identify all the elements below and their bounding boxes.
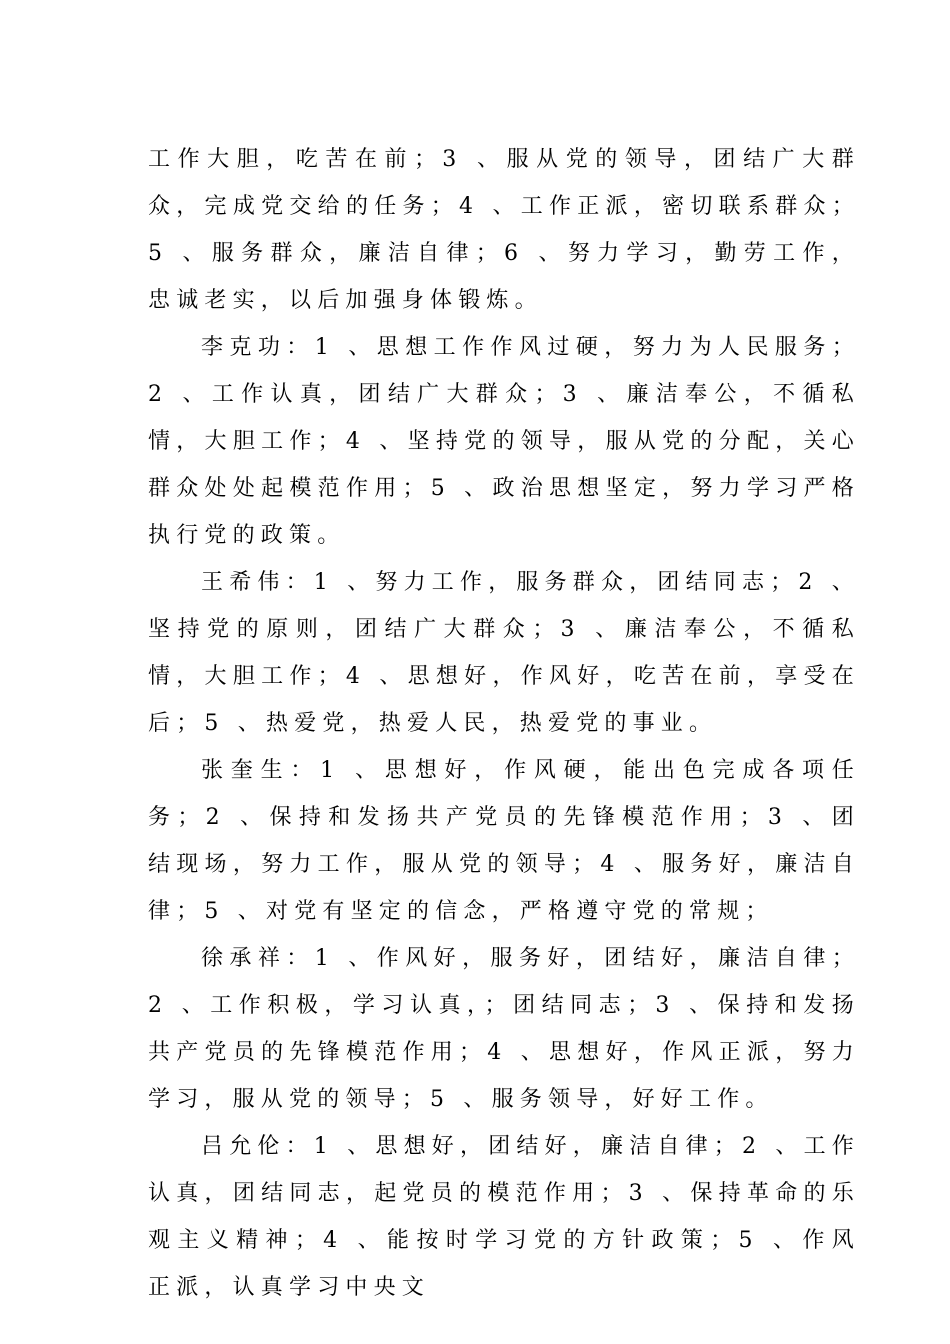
document-body — [148, 136, 860, 1311]
paragraph-xu-chengxiang: 徐承祥：1 、作风好，服务好，团结好，廉洁自律；2 、工作积极，学习认真，；团结同志；3 、保持和发扬共产党员的先锋模范作用；4 、思想好，作风正派，努力学习，服从党的领导；5 、服务领导，好好工作。 — [148, 946, 860, 1112]
paragraph-lv-yunlun: 吕允伦：1 、思想好，团结好，廉洁自律；2 、工作认真，团结同志，起党员的模范作用；3 、保持革命的乐观主义精神；4 、能按时学习党的方针政策；5 、作风正派，认真学习中央文 — [148, 1134, 860, 1300]
paragraph-li-kegong: 李克功：1 、思想工作作风过硬，努力为人民服务；2 、工作认真，团结广大群众；3 、廉洁奉公，不循私情，大胆工作；4 、坚持党的领导，服从党的分配，关心群众处处起模范作用；5 、政治思想坚定，努力学习严格执行党的政策。 — [148, 335, 860, 548]
paragraph-continuation: 工作大胆，吃苦在前；3 、服从党的领导，团结广大群众，完成党交给的任务；4 、工作正派，密切联系群众；5 、服务群众，廉洁自律；6 、努力学习，勤劳工作，忠诚老实，以后加强身体锻炼。 — [148, 147, 860, 313]
paragraph-wang-xiwei: 王希伟：1 、努力工作，服务群众，团结同志；2 、坚持党的原则，团结广大群众；3 、廉洁奉公，不循私情，大胆工作；4 、思想好，作风好，吃苦在前，享受在后；5 、热爱党，热爱人民，热爱党的事业。 — [148, 570, 860, 736]
paragraph-zhang-kuisheng: 张奎生：1 、思想好，作风硬，能出色完成各项任务；2 、保持和发扬共产党员的先锋模范作用；3 、团结现场，努力工作，服从党的领导；4 、服务好，廉洁自律；5 、对党有坚定的信念，严格遵守党的常规； — [148, 758, 860, 924]
